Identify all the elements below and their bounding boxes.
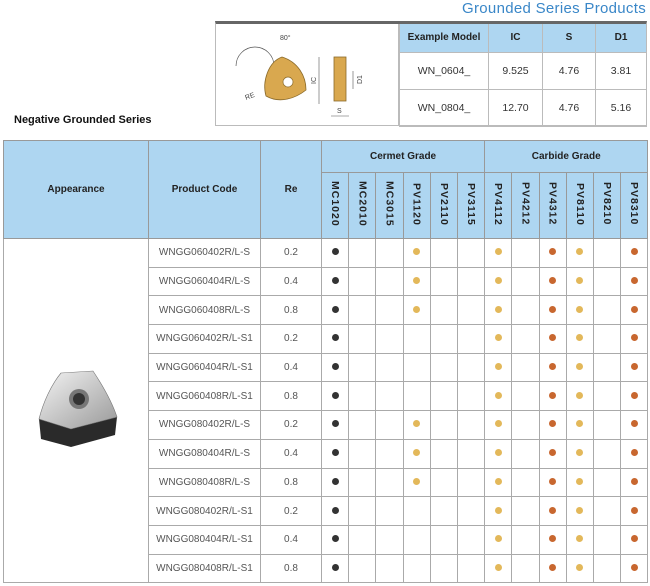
availability-dot-icon <box>549 564 556 571</box>
grade-cell <box>485 382 512 411</box>
product-code: WNGG060408R/L-S <box>149 296 261 325</box>
availability-dot-icon <box>332 334 339 341</box>
availability-dot-icon <box>413 277 420 284</box>
section-title: Negative Grounded Series <box>14 114 152 126</box>
grade-cell <box>403 382 430 411</box>
grade-cell <box>430 239 457 268</box>
grade-cell <box>403 411 430 440</box>
grade-cell <box>430 468 457 497</box>
grade-cell <box>403 325 430 354</box>
grade-cell <box>512 525 539 554</box>
availability-dot-icon <box>549 535 556 542</box>
grade-cell <box>485 325 512 354</box>
availability-dot-icon <box>631 478 638 485</box>
grade-cell <box>376 554 403 583</box>
availability-dot-icon <box>549 507 556 514</box>
grade-cell <box>322 239 349 268</box>
spec-cell: 4.76 <box>543 89 596 126</box>
grade-cell <box>593 267 620 296</box>
spec-cell: 5.16 <box>596 89 647 126</box>
grade-cell <box>593 296 620 325</box>
availability-dot-icon <box>631 277 638 284</box>
availability-dot-icon <box>549 248 556 255</box>
spec-header: D1 <box>596 24 647 52</box>
grade-header <box>566 173 593 239</box>
grade-cell <box>376 239 403 268</box>
availability-dot-icon <box>549 277 556 284</box>
grade-cell <box>403 468 430 497</box>
availability-dot-icon <box>549 449 556 456</box>
insert-drawing-icon <box>216 24 399 126</box>
grade-cell <box>566 554 593 583</box>
re-header: Re <box>261 141 322 239</box>
grade-cell <box>457 267 484 296</box>
grade-cell <box>376 497 403 526</box>
grade-header <box>349 173 376 239</box>
grade-cell <box>457 411 484 440</box>
spec-header: S <box>543 24 596 52</box>
grade-cell <box>539 497 566 526</box>
grade-header <box>621 173 648 239</box>
spec-cell: 3.81 <box>596 52 647 89</box>
availability-dot-icon <box>495 248 502 255</box>
grade-cell <box>566 267 593 296</box>
product-code: WNGG080408R/L-S <box>149 468 261 497</box>
grade-cell <box>621 325 648 354</box>
grade-cell <box>430 411 457 440</box>
grade-cell <box>485 439 512 468</box>
grade-cell <box>485 296 512 325</box>
grade-cell <box>322 296 349 325</box>
product-code: WNGG060402R/L-S1 <box>149 325 261 354</box>
grade-label: MC3015 <box>383 181 396 227</box>
grade-cell <box>512 296 539 325</box>
availability-dot-icon <box>332 277 339 284</box>
availability-dot-icon <box>631 449 638 456</box>
grade-header <box>593 173 620 239</box>
grade-cell <box>403 296 430 325</box>
insert-diagram <box>216 24 399 126</box>
grade-cell <box>430 497 457 526</box>
grade-cell <box>485 353 512 382</box>
availability-dot-icon <box>576 363 583 370</box>
grade-label: PV4112 <box>492 182 505 226</box>
product-table <box>3 140 648 583</box>
product-code: WNGG060404R/L-S1 <box>149 353 261 382</box>
grade-cell <box>403 239 430 268</box>
grade-cell <box>512 439 539 468</box>
grade-cell <box>376 411 403 440</box>
grade-cell <box>349 554 376 583</box>
grade-cell <box>566 382 593 411</box>
availability-dot-icon <box>413 248 420 255</box>
page-title: Grounded Series Products <box>462 0 646 17</box>
grade-label: MC1020 <box>329 181 342 227</box>
spec-cell: 12.70 <box>489 89 543 126</box>
grade-cell <box>485 239 512 268</box>
availability-dot-icon <box>631 392 638 399</box>
grade-cell <box>621 239 648 268</box>
d1-label: D1 <box>357 75 364 84</box>
grade-cell <box>457 497 484 526</box>
re-value: 0.2 <box>261 239 322 268</box>
grade-cell <box>593 239 620 268</box>
grade-cell <box>376 296 403 325</box>
grade-cell <box>621 439 648 468</box>
grade-cell <box>566 325 593 354</box>
grade-cell <box>349 439 376 468</box>
availability-dot-icon <box>332 449 339 456</box>
grade-cell <box>457 382 484 411</box>
grade-cell <box>457 439 484 468</box>
grade-cell <box>403 439 430 468</box>
grade-cell <box>593 554 620 583</box>
appearance-header: Appearance <box>4 141 149 239</box>
grade-cell <box>349 411 376 440</box>
grade-cell <box>566 439 593 468</box>
grade-cell <box>485 497 512 526</box>
grade-cell <box>593 525 620 554</box>
grade-cell <box>621 554 648 583</box>
availability-dot-icon <box>495 334 502 341</box>
grade-label: PV1120 <box>410 182 423 226</box>
spec-cell: 9.525 <box>489 52 543 89</box>
grade-label: PV8110 <box>573 182 586 226</box>
grade-cell <box>403 353 430 382</box>
grade-label: PV4312 <box>546 182 559 226</box>
grade-cell <box>539 554 566 583</box>
grade-header <box>322 173 349 239</box>
grade-cell <box>376 468 403 497</box>
angle-label: 80° <box>280 35 291 42</box>
grade-cell <box>566 525 593 554</box>
grade-label: MC2010 <box>356 181 369 227</box>
availability-dot-icon <box>495 478 502 485</box>
grade-cell <box>512 325 539 354</box>
availability-dot-icon <box>332 363 339 370</box>
grade-cell <box>539 267 566 296</box>
grade-cell <box>376 353 403 382</box>
grade-cell <box>593 439 620 468</box>
grade-cell <box>376 382 403 411</box>
availability-dot-icon <box>332 248 339 255</box>
re-label: RE <box>244 91 256 102</box>
grade-header <box>457 173 484 239</box>
grade-cell <box>403 497 430 526</box>
grade-cell <box>621 382 648 411</box>
grade-cell <box>322 525 349 554</box>
grade-cell <box>485 411 512 440</box>
grade-cell <box>621 267 648 296</box>
availability-dot-icon <box>495 507 502 514</box>
grade-cell <box>593 353 620 382</box>
cermet-grade-header: Cermet Grade <box>322 141 485 173</box>
grade-header <box>485 173 512 239</box>
availability-dot-icon <box>549 392 556 399</box>
grade-header <box>430 173 457 239</box>
availability-dot-icon <box>413 420 420 427</box>
availability-dot-icon <box>576 277 583 284</box>
grade-cell <box>566 353 593 382</box>
grade-header <box>512 173 539 239</box>
grade-cell <box>430 353 457 382</box>
grade-cell <box>539 325 566 354</box>
grade-cell <box>539 239 566 268</box>
availability-dot-icon <box>631 334 638 341</box>
grade-cell <box>430 382 457 411</box>
grade-label: PV4212 <box>519 182 532 226</box>
grade-cell <box>349 267 376 296</box>
grade-cell <box>512 239 539 268</box>
grade-cell <box>539 411 566 440</box>
spec-table <box>399 24 647 127</box>
grade-cell <box>322 267 349 296</box>
grade-cell <box>430 554 457 583</box>
grade-cell <box>430 439 457 468</box>
product-code: WNGG080404R/L-S1 <box>149 525 261 554</box>
availability-dot-icon <box>495 392 502 399</box>
grade-header <box>403 173 430 239</box>
grade-cell <box>430 267 457 296</box>
product-code: WNGG080408R/L-S1 <box>149 554 261 583</box>
grade-cell <box>322 468 349 497</box>
availability-dot-icon <box>631 363 638 370</box>
availability-dot-icon <box>576 306 583 313</box>
grade-cell <box>349 525 376 554</box>
grade-cell <box>376 439 403 468</box>
re-value: 0.4 <box>261 353 322 382</box>
availability-dot-icon <box>495 306 502 313</box>
re-value: 0.8 <box>261 382 322 411</box>
availability-dot-icon <box>495 420 502 427</box>
grade-label: PV8210 <box>600 182 613 226</box>
grade-cell <box>349 239 376 268</box>
availability-dot-icon <box>631 420 638 427</box>
grade-cell <box>376 525 403 554</box>
availability-dot-icon <box>332 392 339 399</box>
product-code: WNGG080402R/L-S <box>149 411 261 440</box>
re-value: 0.8 <box>261 468 322 497</box>
availability-dot-icon <box>495 363 502 370</box>
grade-cell <box>322 497 349 526</box>
availability-dot-icon <box>332 535 339 542</box>
grade-label: PV2110 <box>437 182 450 226</box>
grade-cell <box>376 325 403 354</box>
grade-cell <box>593 325 620 354</box>
re-value: 0.8 <box>261 554 322 583</box>
grade-cell <box>621 525 648 554</box>
availability-dot-icon <box>576 420 583 427</box>
grade-cell <box>457 239 484 268</box>
spec-row <box>400 89 647 126</box>
availability-dot-icon <box>549 306 556 313</box>
grade-cell <box>457 296 484 325</box>
grade-cell <box>566 239 593 268</box>
grade-cell <box>403 267 430 296</box>
availability-dot-icon <box>576 449 583 456</box>
re-value: 0.2 <box>261 325 322 354</box>
availability-dot-icon <box>631 306 638 313</box>
spec-row <box>400 52 647 89</box>
grade-cell <box>349 353 376 382</box>
grade-cell <box>566 296 593 325</box>
availability-dot-icon <box>495 564 502 571</box>
spec-header: Example Model <box>400 24 489 52</box>
grade-cell <box>322 353 349 382</box>
spec-cell: WN_0804_ <box>400 89 489 126</box>
grade-cell <box>457 468 484 497</box>
availability-dot-icon <box>495 535 502 542</box>
grade-label: PV3115 <box>465 182 478 226</box>
grade-cell <box>539 468 566 497</box>
insert-photo-icon <box>31 369 121 449</box>
grade-cell <box>322 325 349 354</box>
grade-cell <box>349 325 376 354</box>
re-value: 0.8 <box>261 296 322 325</box>
availability-dot-icon <box>495 277 502 284</box>
grade-cell <box>539 353 566 382</box>
availability-dot-icon <box>576 535 583 542</box>
availability-dot-icon <box>549 363 556 370</box>
re-value: 0.4 <box>261 525 322 554</box>
availability-dot-icon <box>549 420 556 427</box>
grade-cell <box>485 554 512 583</box>
grade-cell <box>349 468 376 497</box>
availability-dot-icon <box>631 535 638 542</box>
availability-dot-icon <box>332 306 339 313</box>
availability-dot-icon <box>332 507 339 514</box>
re-value: 0.4 <box>261 439 322 468</box>
grade-cell <box>566 497 593 526</box>
grade-header <box>539 173 566 239</box>
grade-cell <box>566 411 593 440</box>
grade-cell <box>322 554 349 583</box>
ic-label: IC <box>311 77 318 84</box>
grade-cell <box>485 525 512 554</box>
re-value: 0.2 <box>261 497 322 526</box>
product-code-header: Product Code <box>149 141 261 239</box>
re-value: 0.2 <box>261 411 322 440</box>
grade-cell <box>430 525 457 554</box>
grade-cell <box>457 525 484 554</box>
appearance-cell <box>4 239 149 583</box>
grade-cell <box>593 411 620 440</box>
spec-box <box>215 21 647 126</box>
product-code: WNGG060402R/L-S <box>149 239 261 268</box>
grade-cell <box>621 497 648 526</box>
grade-cell <box>621 353 648 382</box>
grade-cell <box>430 325 457 354</box>
s-label: S <box>337 108 342 115</box>
availability-dot-icon <box>576 334 583 341</box>
grade-cell <box>512 468 539 497</box>
product-code: WNGG080402R/L-S1 <box>149 497 261 526</box>
grade-cell <box>322 439 349 468</box>
grade-cell <box>322 382 349 411</box>
grade-cell <box>457 554 484 583</box>
spec-cell: 4.76 <box>543 52 596 89</box>
spec-cell: WN_0604_ <box>400 52 489 89</box>
grade-cell <box>457 325 484 354</box>
grade-cell <box>403 554 430 583</box>
product-code: WNGG060408R/L-S1 <box>149 382 261 411</box>
grade-cell <box>512 382 539 411</box>
grade-cell <box>539 296 566 325</box>
availability-dot-icon <box>413 449 420 456</box>
grade-cell <box>593 382 620 411</box>
re-value: 0.4 <box>261 267 322 296</box>
grade-header <box>376 173 403 239</box>
grade-cell <box>593 468 620 497</box>
grade-cell <box>539 525 566 554</box>
carbide-grade-header: Carbide Grade <box>485 141 648 173</box>
grade-cell <box>485 267 512 296</box>
availability-dot-icon <box>332 420 339 427</box>
availability-dot-icon <box>549 478 556 485</box>
availability-dot-icon <box>413 306 420 313</box>
grade-cell <box>512 497 539 526</box>
product-code: WNGG060404R/L-S <box>149 267 261 296</box>
availability-dot-icon <box>631 248 638 255</box>
grade-cell <box>349 382 376 411</box>
grade-cell <box>457 353 484 382</box>
grade-cell <box>593 497 620 526</box>
grade-cell <box>512 554 539 583</box>
availability-dot-icon <box>631 564 638 571</box>
table-row <box>4 239 648 268</box>
grade-cell <box>621 468 648 497</box>
grade-cell <box>539 382 566 411</box>
product-code: WNGG080404R/L-S <box>149 439 261 468</box>
availability-dot-icon <box>495 449 502 456</box>
availability-dot-icon <box>576 507 583 514</box>
grade-cell <box>621 296 648 325</box>
grade-cell <box>539 439 566 468</box>
availability-dot-icon <box>576 392 583 399</box>
availability-dot-icon <box>332 478 339 485</box>
grade-cell <box>512 353 539 382</box>
grade-label: PV8310 <box>628 182 641 226</box>
grade-cell <box>430 296 457 325</box>
availability-dot-icon <box>576 564 583 571</box>
availability-dot-icon <box>549 334 556 341</box>
grade-cell <box>349 497 376 526</box>
availability-dot-icon <box>576 248 583 255</box>
grade-cell <box>376 267 403 296</box>
availability-dot-icon <box>332 564 339 571</box>
availability-dot-icon <box>631 507 638 514</box>
grade-cell <box>512 267 539 296</box>
grade-cell <box>485 468 512 497</box>
grade-cell <box>349 296 376 325</box>
grade-cell <box>403 525 430 554</box>
spec-header: IC <box>489 24 543 52</box>
grade-cell <box>512 411 539 440</box>
grade-cell <box>566 468 593 497</box>
grade-cell <box>621 411 648 440</box>
grade-cell <box>322 411 349 440</box>
availability-dot-icon <box>413 478 420 485</box>
availability-dot-icon <box>576 478 583 485</box>
